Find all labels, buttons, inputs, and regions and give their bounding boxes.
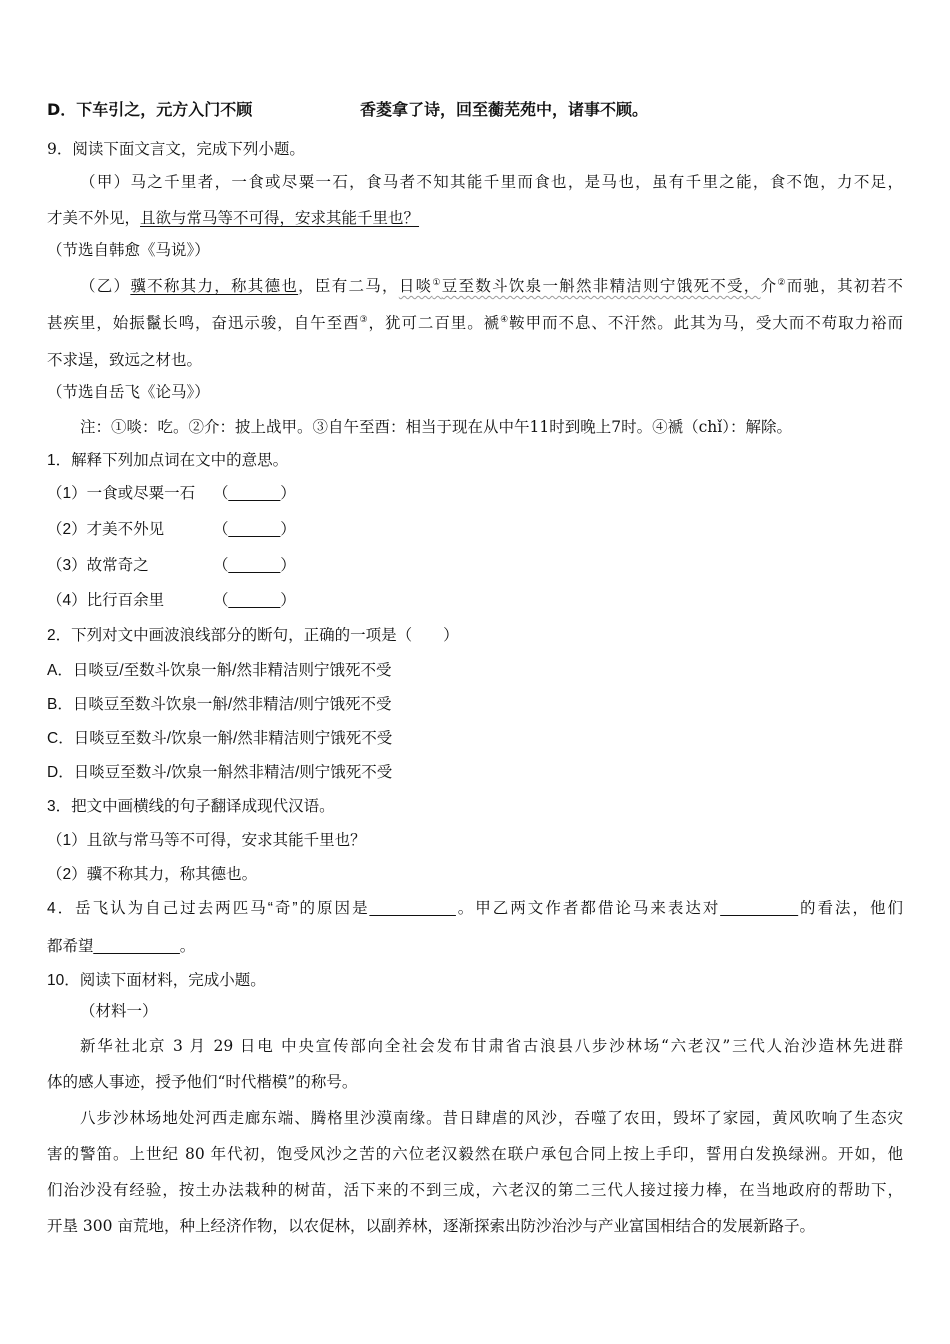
subquestion-4-cont: 都希望__________。 <box>47 938 196 955</box>
option-d[interactable]: D．日啖豆至数斗/饮泉一斛然非精洁/则宁饿死不受 <box>47 764 393 781</box>
note-marker: ③ <box>359 314 369 325</box>
yi-text: 而驰，其初若不 <box>786 277 903 295</box>
jia-line-1: （甲）马之千里者，一食或尽粟一石，食马者不知其能千里而食也，是马也，虽有千里之能，食不饱，力不足， <box>80 173 903 191</box>
paragraph-line: 害的警笛。上世纪 80 年代初，饱受风沙之苦的六位老汉毅然在联户承包合同上按上手印，誓用白发换绿洲。开如，他 <box>47 1145 903 1163</box>
subquestion-1: 1．解释下列加点词在文中的意思。 <box>47 452 289 469</box>
yi-text: 鞍甲而不息、不汗然。此其为马，受大而不苟取力裕而 <box>509 314 903 332</box>
material-label: （材料一） <box>80 1003 158 1020</box>
subquestion-3: 3．把文中画横线的句子翻译成现代汉语。 <box>47 798 335 815</box>
wavy-sentence <box>399 277 761 295</box>
answer-blank[interactable]: （______） <box>213 521 296 538</box>
note-marker: ② <box>777 277 787 288</box>
yi-text: 甚疾里，始振鬣长鸣，奋迅示骏，自午至酉 <box>47 314 360 332</box>
s1-item <box>47 483 296 505</box>
subquestion-2: 2．下列对文中画波浪线部分的断句，正确的一项是（ ） <box>47 627 459 644</box>
jia-text: 才美不外见， <box>47 209 141 227</box>
option-d-line <box>47 99 649 121</box>
paragraph-line: 新华社北京 3 月 29 日电 中央宣传部向全社会发布甘肃省古浪县八步沙林场“六老汉”三代人治沙造林先进群 <box>80 1037 903 1055</box>
yi-source: （节选自岳飞《论马》） <box>47 384 210 401</box>
underlined-sentence-1: 且欲与常马等不可得，安求其能千里也？ <box>140 209 420 227</box>
wavy-text: 豆至数斗饮泉一斛然非精洁则宁饿死不受， <box>441 277 761 295</box>
note-marker: ④ <box>500 314 510 325</box>
yi-line-3: 不求逞，致远之材也。 <box>47 351 203 369</box>
underlined-sentence-2: 骥不称其力，称其德也 <box>130 277 299 295</box>
option-a[interactable]: A．日啖豆/至数斗饮泉一斛/然非精洁则宁饿死不受 <box>47 662 392 679</box>
jia-source: （节选自韩愈《马说》） <box>47 242 210 259</box>
paragraph-line: 八步沙林场地处河西走廊东端、腾格里沙漠南缘。昔日肆虐的风沙，吞噬了农田，毁坏了家园，黄风吹响了生态灾 <box>80 1109 903 1127</box>
answer-blank[interactable]: （______） <box>213 592 296 609</box>
yi-line-2 <box>47 312 903 334</box>
option-d-right: 香菱拿了诗，回至蘅芜苑中，诸事不顾。 <box>360 100 649 119</box>
question-9-title: 9．阅读下面文言文，完成下列小题。 <box>47 140 305 158</box>
annotations: 注：①啖：吃。②介：披上战甲。③自午至酉：相当于现在从中午11时到晚上7时。④褫（chǐ）：解除。 <box>80 418 792 436</box>
paragraph-line: 们治沙没有经验，按土办法栽种的树苗，活下来的不到三成，六老汉的第二三代人接过接力棒，在当地政府的帮助下， <box>47 1181 903 1199</box>
s1-item <box>47 519 296 541</box>
question-10-title: 10．阅读下面材料，完成小题。 <box>47 972 266 989</box>
yi-line-1 <box>80 275 903 297</box>
answer-blank[interactable]: （______） <box>213 485 296 502</box>
option-c[interactable]: C．日啖豆至数斗/饮泉一斛/然非精洁则宁饿死不受 <box>47 730 393 747</box>
s1-item <box>47 555 296 577</box>
paragraph-line: 开垦 300 亩荒地，种上经济作物，以农促林，以副养林，逐渐探索出防沙治沙与产业富国相结合的发展新路子。 <box>47 1217 815 1235</box>
yi-text: ，臣有二马， <box>298 277 399 295</box>
item-text: （3）故常奇之 <box>47 557 149 574</box>
yi-label: （乙） <box>80 277 131 295</box>
paragraph-line: 体的感人事迹，授予他们“时代楷模”的称号。 <box>47 1073 358 1091</box>
yi-text: ，犹可二百里。褫 <box>368 314 501 332</box>
option-d-left: D．下车引之，元方入门不顾 <box>47 100 253 119</box>
note-marker: ① <box>432 277 442 288</box>
wavy-text: 日啖 <box>398 277 433 295</box>
answer-blank[interactable]: （______） <box>213 557 296 574</box>
s3-item: （2）骥不称其力，称其德也。 <box>47 866 258 883</box>
s1-item <box>47 590 296 612</box>
subquestion-4: 4．岳飞认为自己过去两匹马“奇”的原因是__________。甲乙两文作者都借论马来表达对_________的看法，他们 <box>47 900 903 917</box>
item-text: （1）一食或尽粟一石 <box>47 485 196 502</box>
jia-line-2 <box>47 207 419 229</box>
item-text: （2）才美不外见 <box>47 521 165 538</box>
yi-text: 介 <box>760 277 778 295</box>
item-text: （4）比行百余里 <box>47 592 165 609</box>
s3-item: （1）且欲与常马等不可得，安求其能千里也？ <box>47 832 366 849</box>
option-b[interactable]: B．日啖豆至数斗饮泉一斛/然非精洁/则宁饿死不受 <box>47 696 392 713</box>
